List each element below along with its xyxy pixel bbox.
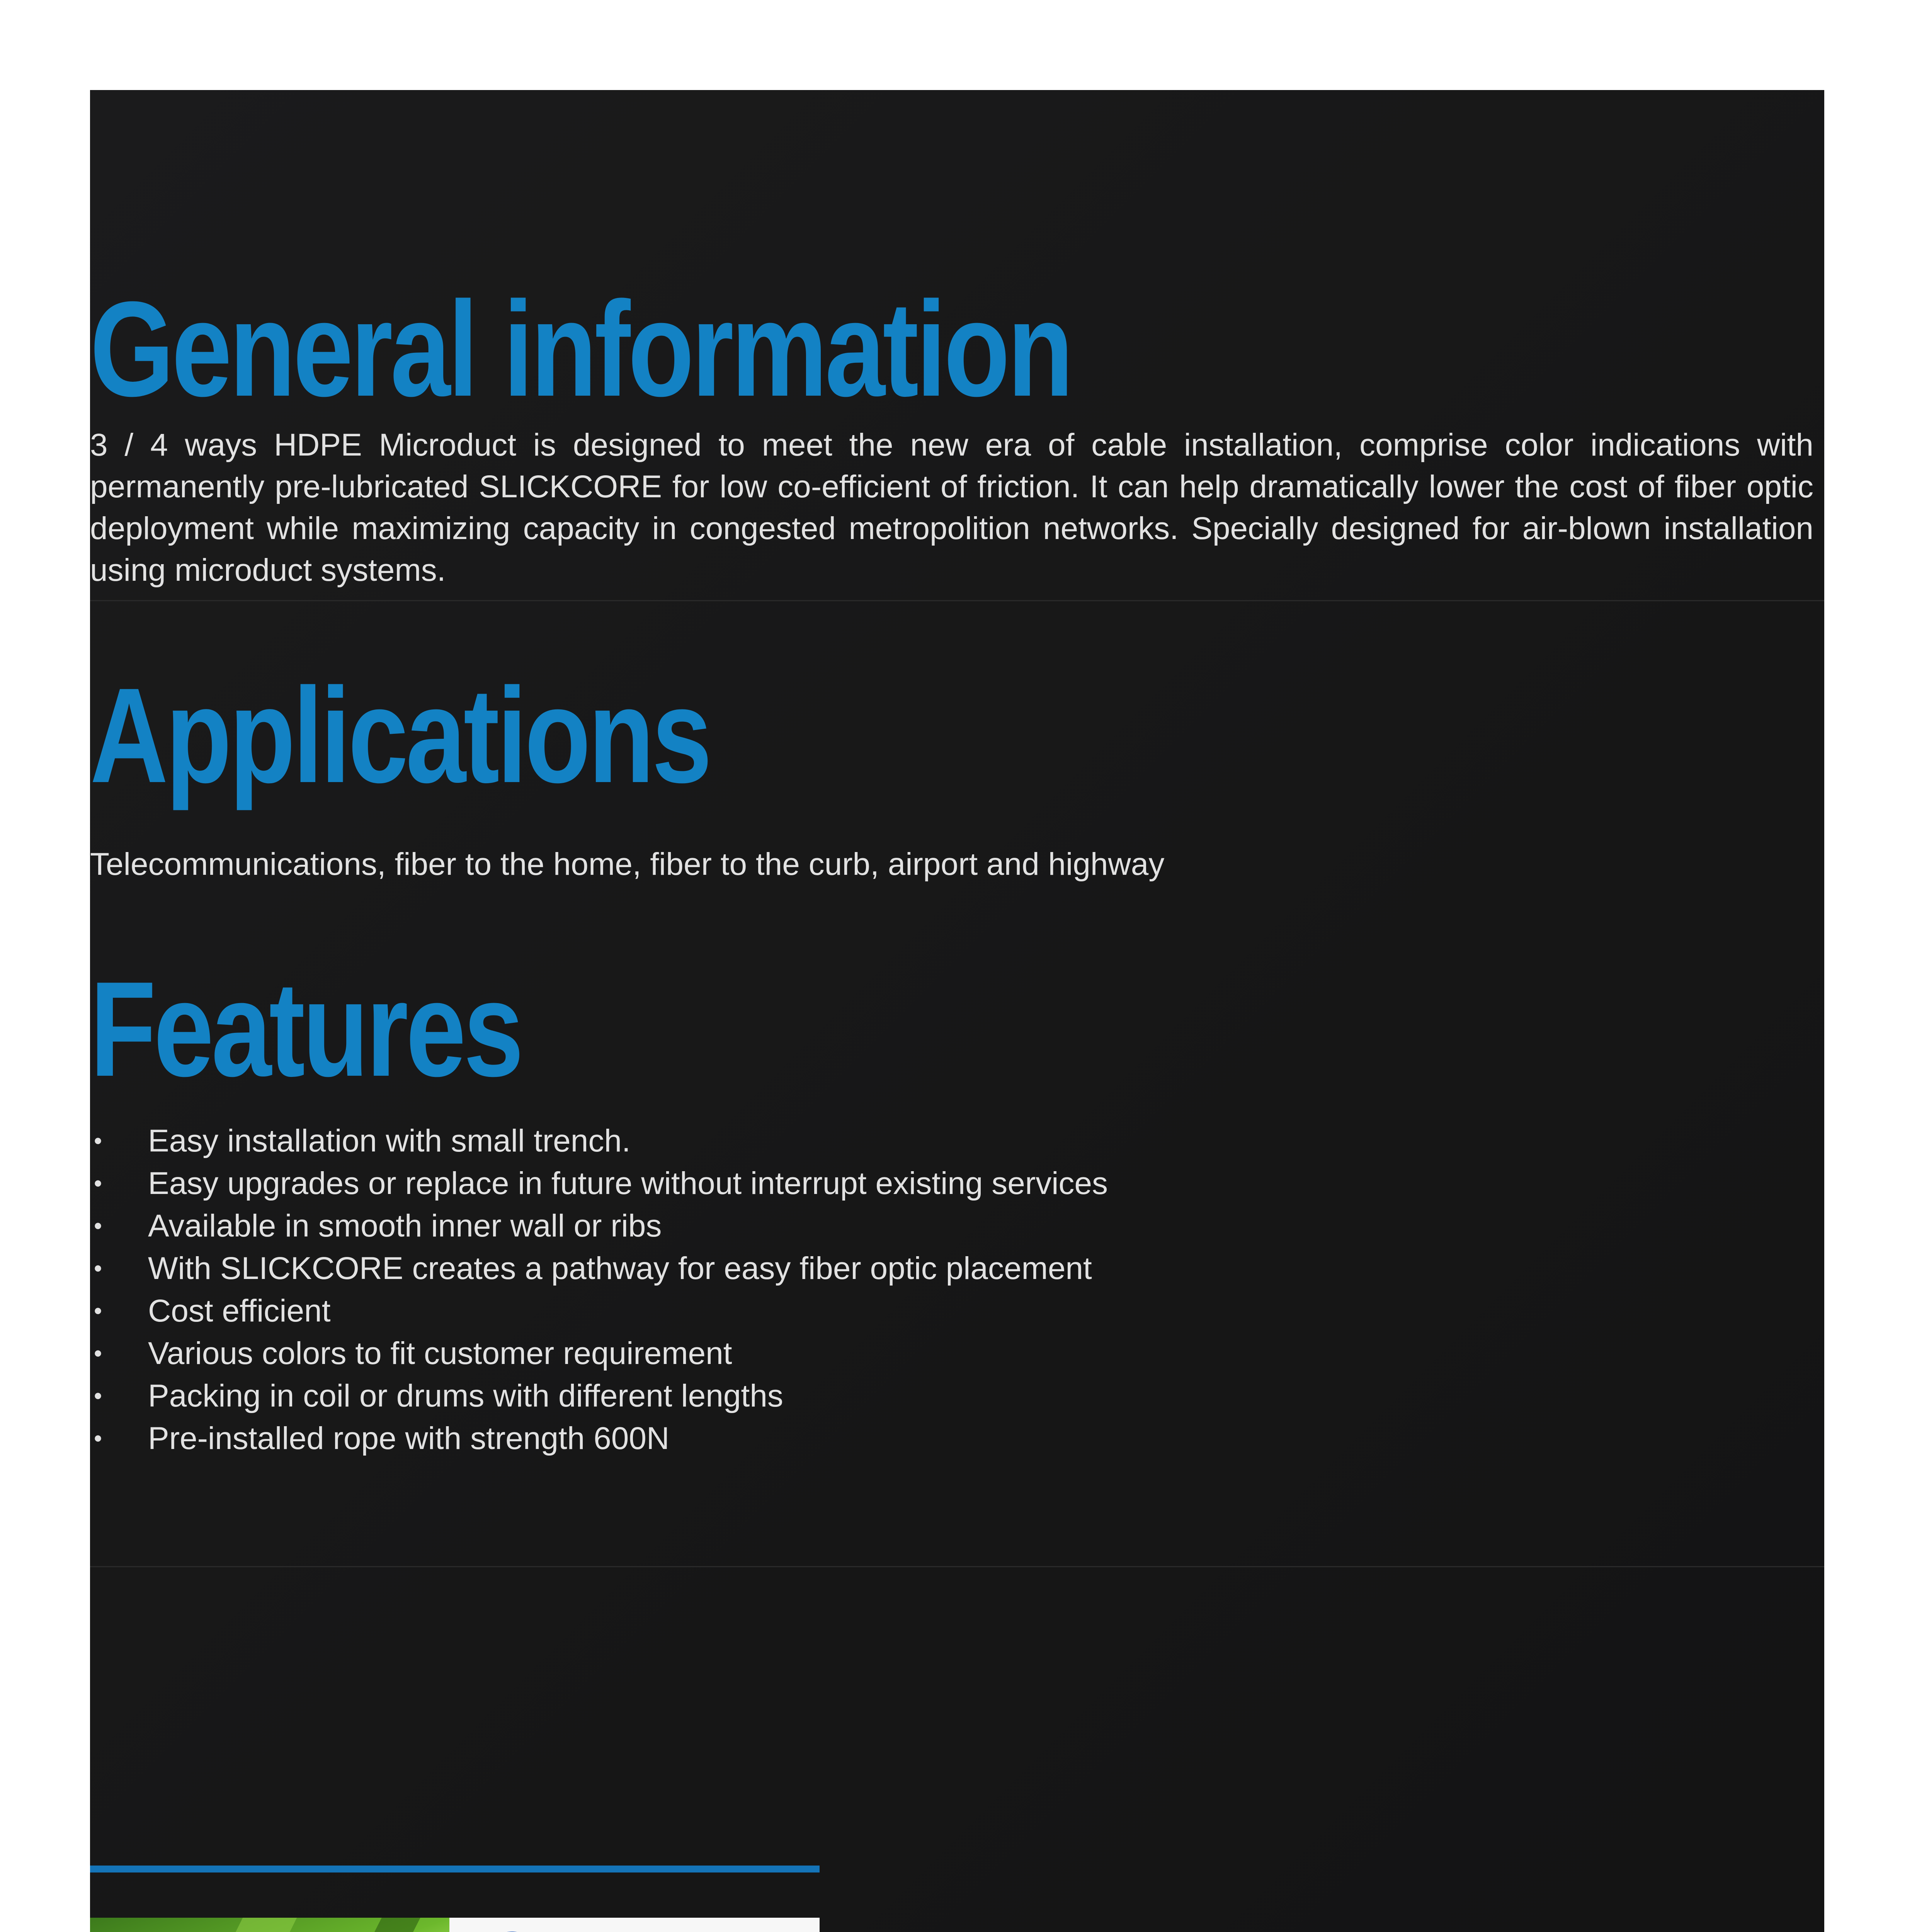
features-list (90, 1120, 1108, 1460)
features-heading: Features (90, 954, 521, 1105)
green-duct-closeup-photo (90, 1918, 449, 1932)
blue-rule (90, 1866, 820, 1872)
brochure-page (90, 90, 1824, 1932)
feature-item: • Pre-installed rope with strength 600N (90, 1417, 1108, 1460)
applications-heading: Applications (90, 660, 710, 811)
microduct-bundles-photo (449, 1918, 820, 1932)
general-information-heading: General information (90, 274, 1071, 425)
feature-item: • Cost efficient (90, 1290, 1108, 1332)
feature-item: • With SLICKCORE creates a pathway for easy fiber optic placement (90, 1247, 1108, 1290)
feature-item: • Packing in coil or drums with different lengths (90, 1375, 1108, 1417)
feature-item: • Available in smooth inner wall or ribs (90, 1205, 1108, 1247)
section-divider (90, 1566, 1824, 1567)
feature-item: • Easy upgrades or replace in future without interrupt existing services (90, 1162, 1108, 1205)
general-information-text: 3 / 4 ways HDPE Microduct is designed to meet the new era of cable installation, comprise color indications with permanently pre-lubricated SLICKCORE for low co-efficient of friction. It can help dramatically lower the cost of fiber optic deployment while maximizing capacity in congested metropolition networks. Specially designed for air-blown installation using microduct systems. (90, 427, 1813, 588)
feature-item: • Various colors to fit customer requirement (90, 1332, 1108, 1375)
feature-item: • Easy installation with small trench. (90, 1120, 1108, 1162)
section-divider (90, 600, 1824, 601)
applications-text: Telecommunications, fiber to the home, fiber to the curb, airport and highway (90, 847, 1165, 882)
